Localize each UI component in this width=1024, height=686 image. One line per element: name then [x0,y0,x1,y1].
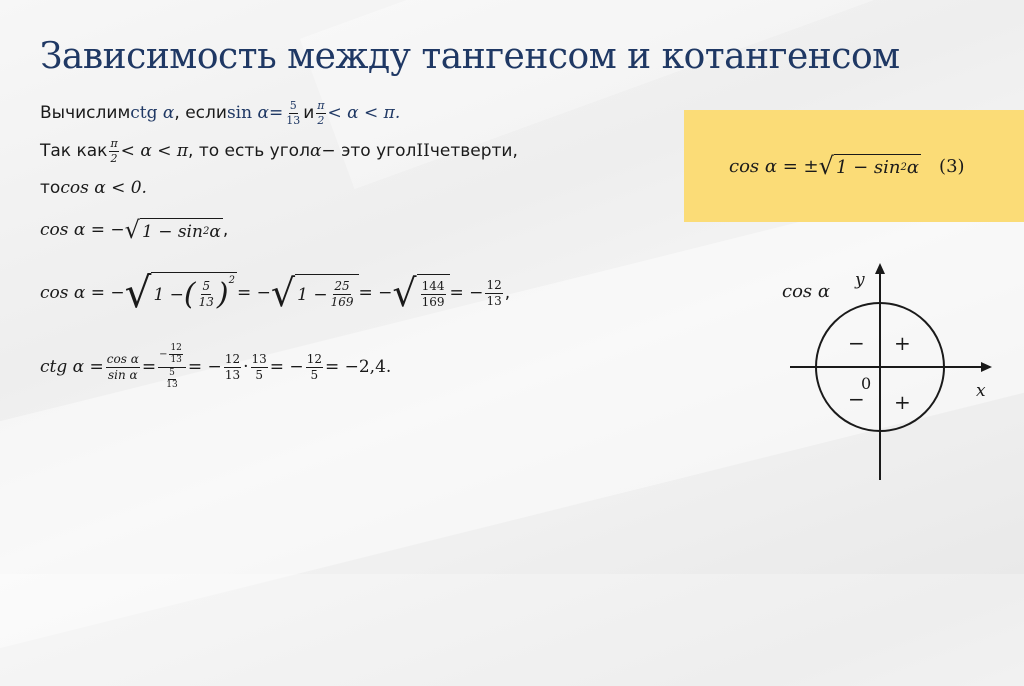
roman-numeral: II [416,141,430,162]
fraction [421,280,446,308]
quadrant-3-sign: − [848,387,865,411]
text: и [303,103,315,124]
equals-sign: = − [358,283,393,303]
equals-sign: = − [269,357,304,378]
cos-expression: cos α = ± [729,155,819,177]
unit-circle-diagram [780,255,1024,485]
text: , [222,220,229,240]
denominator: 5 [255,367,263,382]
numerator: 12 [169,344,182,355]
numerator: π [317,99,325,112]
equals-sign: = − [187,357,222,378]
denominator: 169 [330,295,354,309]
equals-sign: = [141,357,157,378]
fraction [306,353,323,381]
fraction [198,280,215,308]
text: 1 − [153,284,184,305]
x-axis-label: x [976,381,986,401]
slide-title: Зависимость между тангенсом и котангенсом [40,36,900,77]
denominator: 13 [224,367,241,382]
alpha-symbol: α [209,221,221,242]
quadrant-1-sign: + [894,331,911,355]
alpha-symbol: α [257,103,269,124]
fraction [251,353,268,381]
radical-icon: √ [124,216,140,244]
fraction-cos-sin [106,353,140,381]
numerator: 144 [421,279,445,294]
fraction-pi-2 [316,100,325,126]
ctg-computation-line [40,344,391,391]
cos-expression: cos α = − [40,283,125,303]
equals-sign: = − [449,283,484,303]
denominator: 13 [198,295,214,309]
text: то [40,178,61,198]
alpha-symbol: α [906,157,920,178]
radical-icon: √ [270,271,296,315]
denominator: 2 [317,113,325,127]
numerator: 12 [306,352,322,367]
fraction [330,280,355,308]
text: 1 − [297,284,328,305]
radical-icon: √ [818,152,834,180]
denominator: 13 [486,293,502,308]
denominator: 169 [421,295,445,309]
square-root [270,271,359,315]
x-axis-arrow-icon [981,362,992,372]
paren-open: ( [183,277,196,312]
inequality: < α < π [120,141,189,162]
denominator: 13 [286,113,301,127]
numerator [158,344,186,368]
numerator: π [110,137,118,150]
square-root [124,268,237,317]
text: Так как [40,141,108,162]
denominator: 13 [170,355,182,366]
y-axis-label: y [855,270,865,290]
multiply-dot: · [243,357,249,378]
exponent: 2 [900,162,907,173]
paren-close: ) [216,277,229,312]
numerator: 12 [224,352,241,367]
denominator: 2 [110,151,118,165]
numerator: 25 [334,279,350,294]
fraction-5-13 [285,100,301,126]
ctg-expression: ctg α = [40,357,104,378]
numerator: cos α [106,352,139,367]
cos-formula-line [40,218,228,242]
problem-statement [40,100,400,126]
equals-sign: = [268,103,284,124]
equation-number: (3) [939,155,965,177]
minus-sign: − [159,348,168,360]
square-root [819,154,921,178]
fraction [224,353,241,381]
radicand: 1 − sin [835,157,901,178]
quadrant-4-sign: + [894,390,911,414]
numerator: 5 [289,99,297,112]
formula-box [684,110,1024,222]
denominator: 5 [310,367,319,382]
cos-expression: cos α = − [40,220,125,240]
square-root [125,218,223,242]
inequality: cos α < 0. [60,178,147,198]
text: , [504,283,511,303]
origin-label: 0 [861,374,872,393]
ctg-function: ctg [130,103,158,124]
numerator: 5 [202,279,211,294]
compound-fraction [158,344,186,391]
text: , если [174,103,227,124]
equals-sign: = − [237,283,271,303]
formula-3 [729,154,965,178]
numerator: 12 [486,277,502,292]
numerator: 13 [251,352,267,367]
alpha-symbol: α [162,103,175,124]
cos-sign-statement [40,178,147,198]
inequality: < α < π. [327,103,401,124]
cos-label: cos α [782,281,831,302]
text: , то есть угол [188,141,310,162]
fraction-pi-2 [109,138,118,164]
text: − это угол [321,141,417,162]
denominator [162,368,181,391]
exponent: 2 [228,275,235,286]
radical-icon: √ [124,268,152,317]
radicand: 1 − sin [141,221,203,242]
denominator: sin α [107,367,138,382]
quadrant-reasoning [40,138,518,164]
denominator: 13 [166,380,178,391]
text: Вычислим [40,103,131,124]
result: = −2,4. [324,357,392,378]
text: четверти, [429,141,518,162]
square-root [392,271,449,315]
radical-icon: √ [392,271,417,315]
alpha-symbol: α [309,141,322,162]
exponent: 2 [202,226,210,237]
quadrant-2-sign: − [848,331,865,355]
sin-function: sin [226,103,253,124]
cos-computation-line [40,268,511,317]
fraction [485,279,502,307]
y-axis-arrow-icon [875,263,885,274]
numerator: 5 [168,369,176,380]
